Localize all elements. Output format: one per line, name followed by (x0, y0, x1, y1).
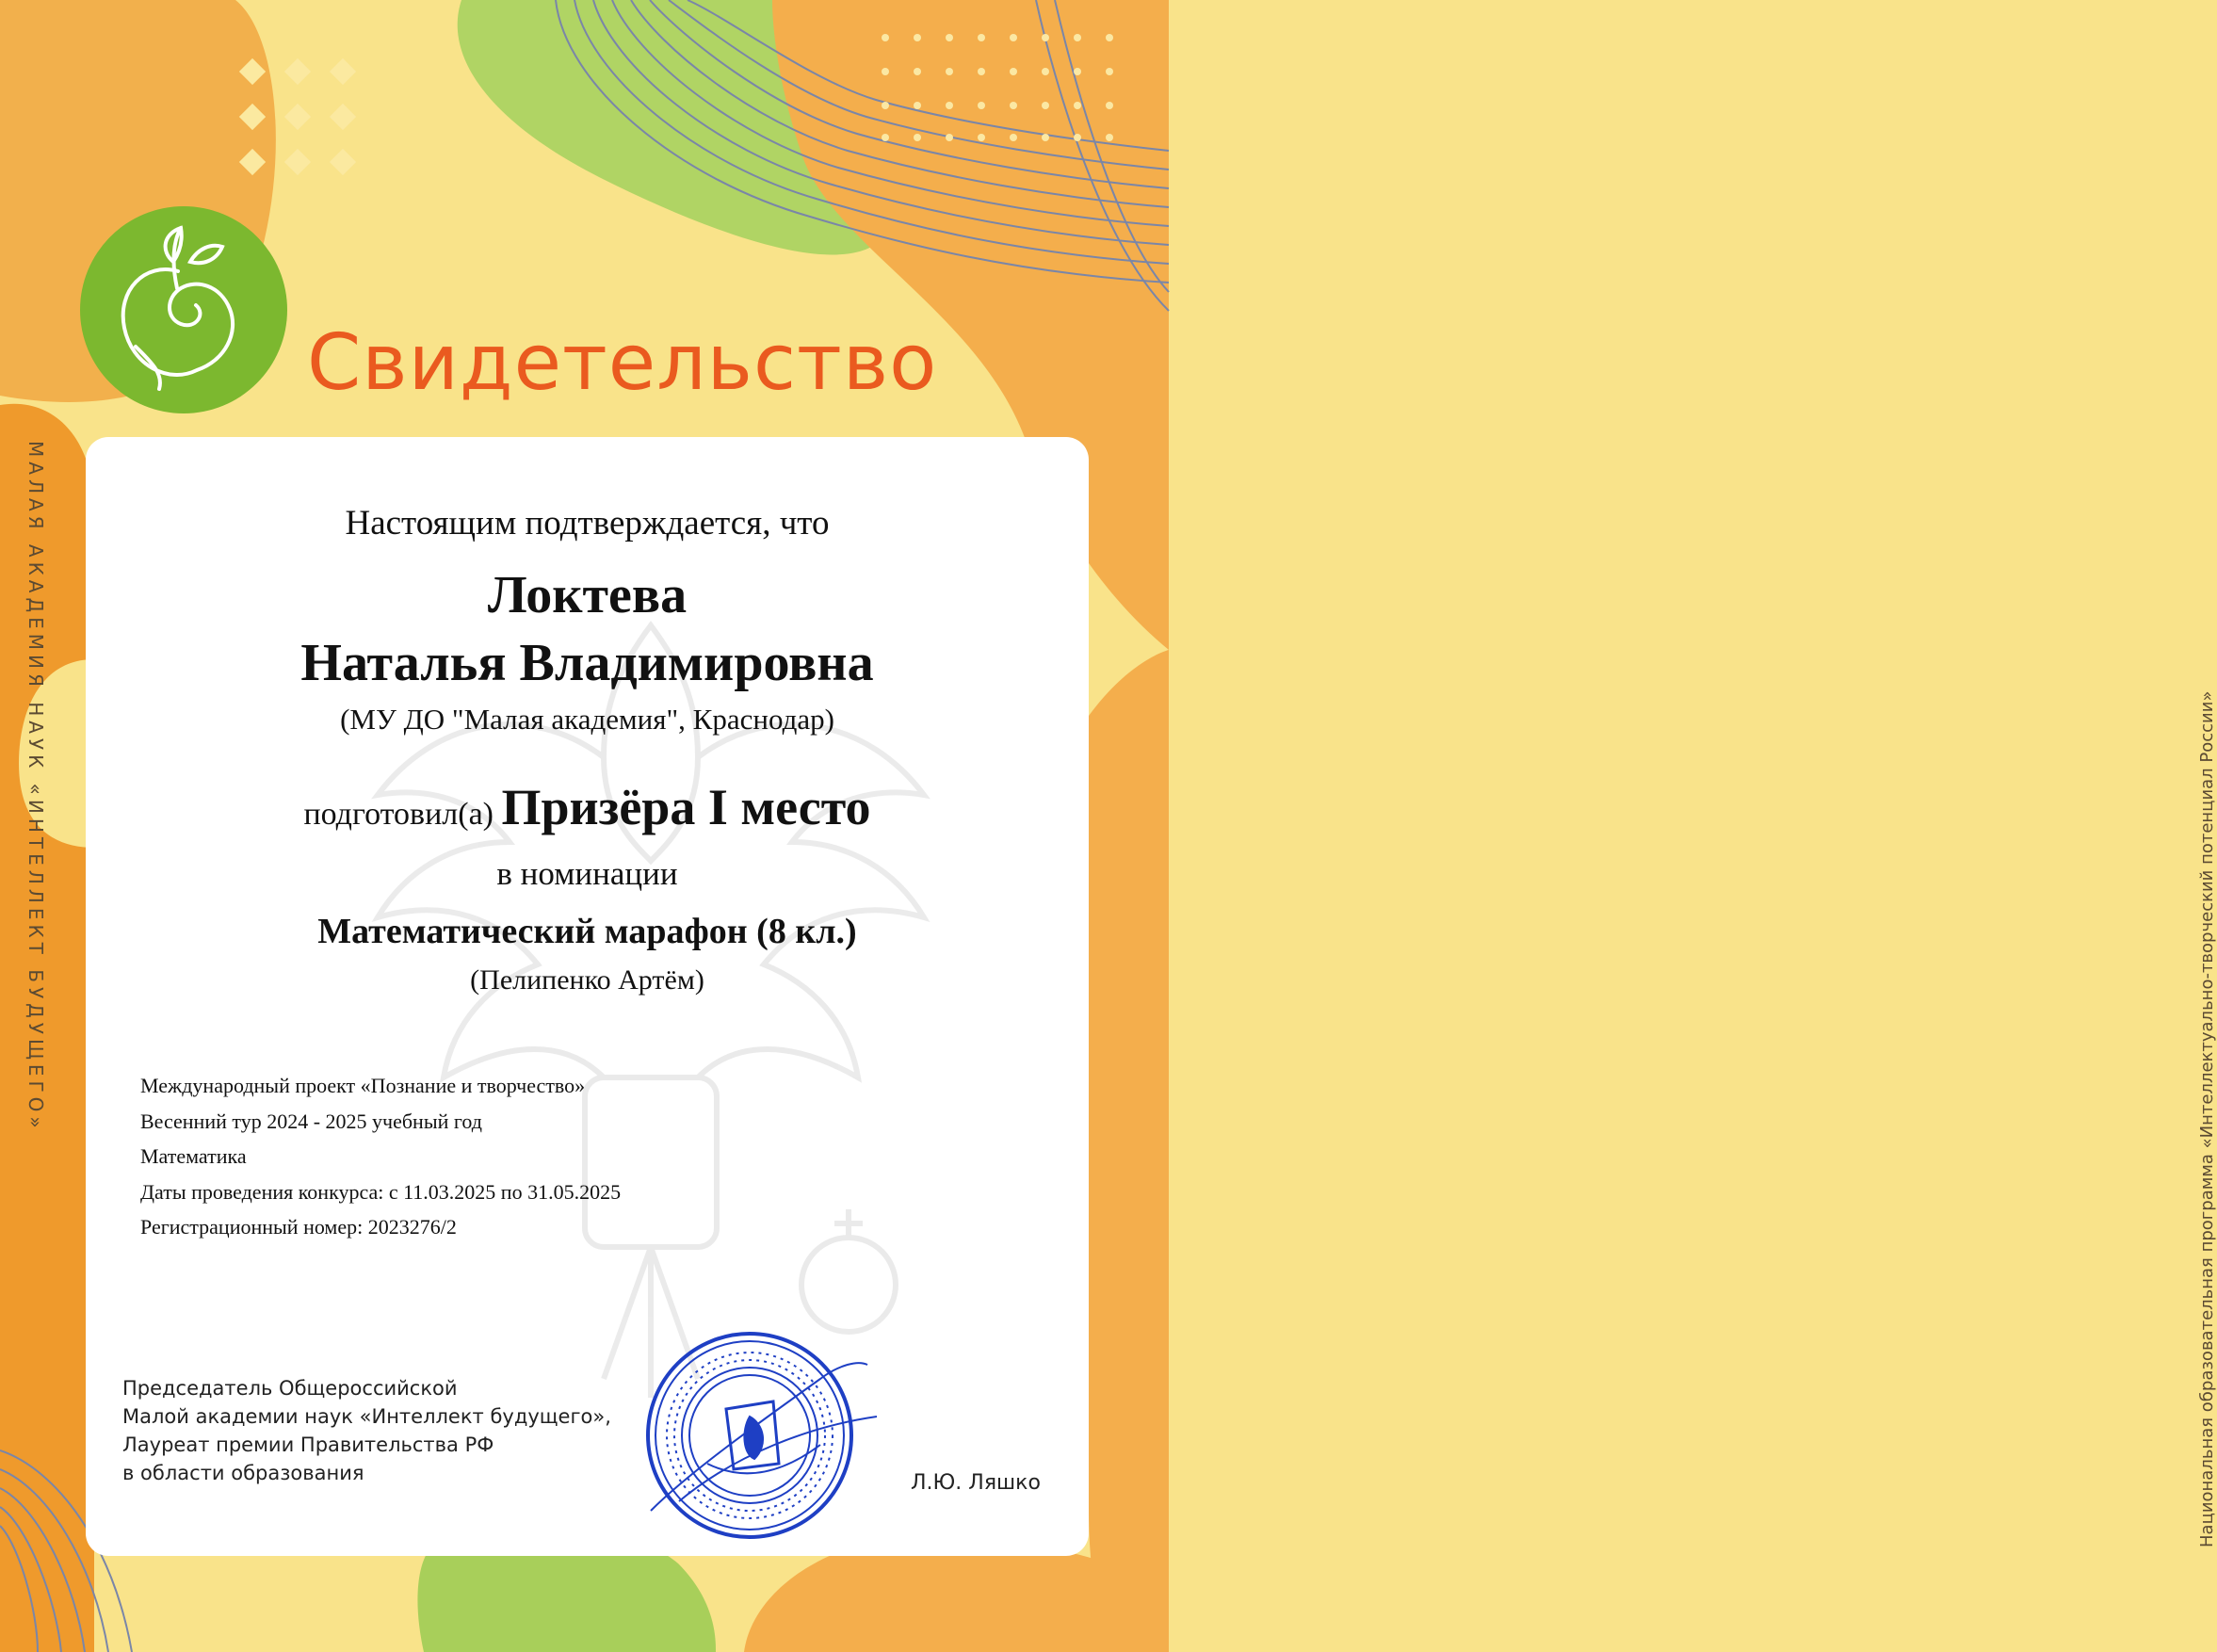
detail-registration: Регистрационный номер: 2023276/2 (140, 1215, 457, 1239)
detail-tour: Весенний тур 2024 - 2025 учебный год (140, 1109, 482, 1133)
nomination-intro: в номинации (496, 855, 678, 892)
apple-logo-icon (79, 205, 288, 414)
signature-block (122, 1374, 611, 1487)
prepared-prefix: подготовил(а) (303, 797, 494, 832)
student-name: (Пелипенко Артём) (470, 964, 704, 996)
signature-line-2: Малой академии наук «Интеллект будущего», (122, 1405, 611, 1428)
official-stamp-icon (623, 1322, 877, 1548)
side-right-text: Национальная образовательная программа «Интеллектуально-творческий потенциал России» (2197, 690, 2217, 1547)
intro-text: Настоящим подтверждается, что (345, 504, 830, 543)
recipient-surname: Локтева (487, 566, 688, 624)
detail-subject: Математика (140, 1144, 247, 1168)
award-title: Призёра I место (501, 779, 871, 835)
recipient-organization: (МУ ДО "Малая академия", Краснодар) (340, 703, 834, 736)
detail-project: Международный проект «Познание и творчество» (140, 1074, 586, 1097)
side-left-text: МАЛАЯ АКАДЕМИЯ НАУК «ИНТЕЛЛЕКТ БУДУЩЕГО» (24, 441, 47, 1133)
side-right-caption (1075, 0, 2217, 1652)
recipient-given-names: Наталья Владимировна (300, 634, 874, 692)
details-list (140, 1068, 621, 1245)
side-left-caption (0, 0, 94, 1652)
signature-line-4: в области образования (122, 1462, 364, 1484)
nomination-title: Математический марафон (8 кл.) (317, 912, 857, 951)
signature-line-1: Председатель Общероссийской (122, 1377, 458, 1400)
certificate-card (86, 437, 1089, 1556)
signature-line-3: Лауреат премии Правительства РФ (122, 1433, 494, 1456)
signer-name: Л.Ю. Ляшко (911, 1471, 1041, 1495)
award-line (86, 778, 1089, 836)
certificate-title: Свидетельство (307, 318, 938, 408)
detail-dates: Даты проведения конкурса: с 11.03.2025 по 31.05.2025 (140, 1179, 622, 1204)
